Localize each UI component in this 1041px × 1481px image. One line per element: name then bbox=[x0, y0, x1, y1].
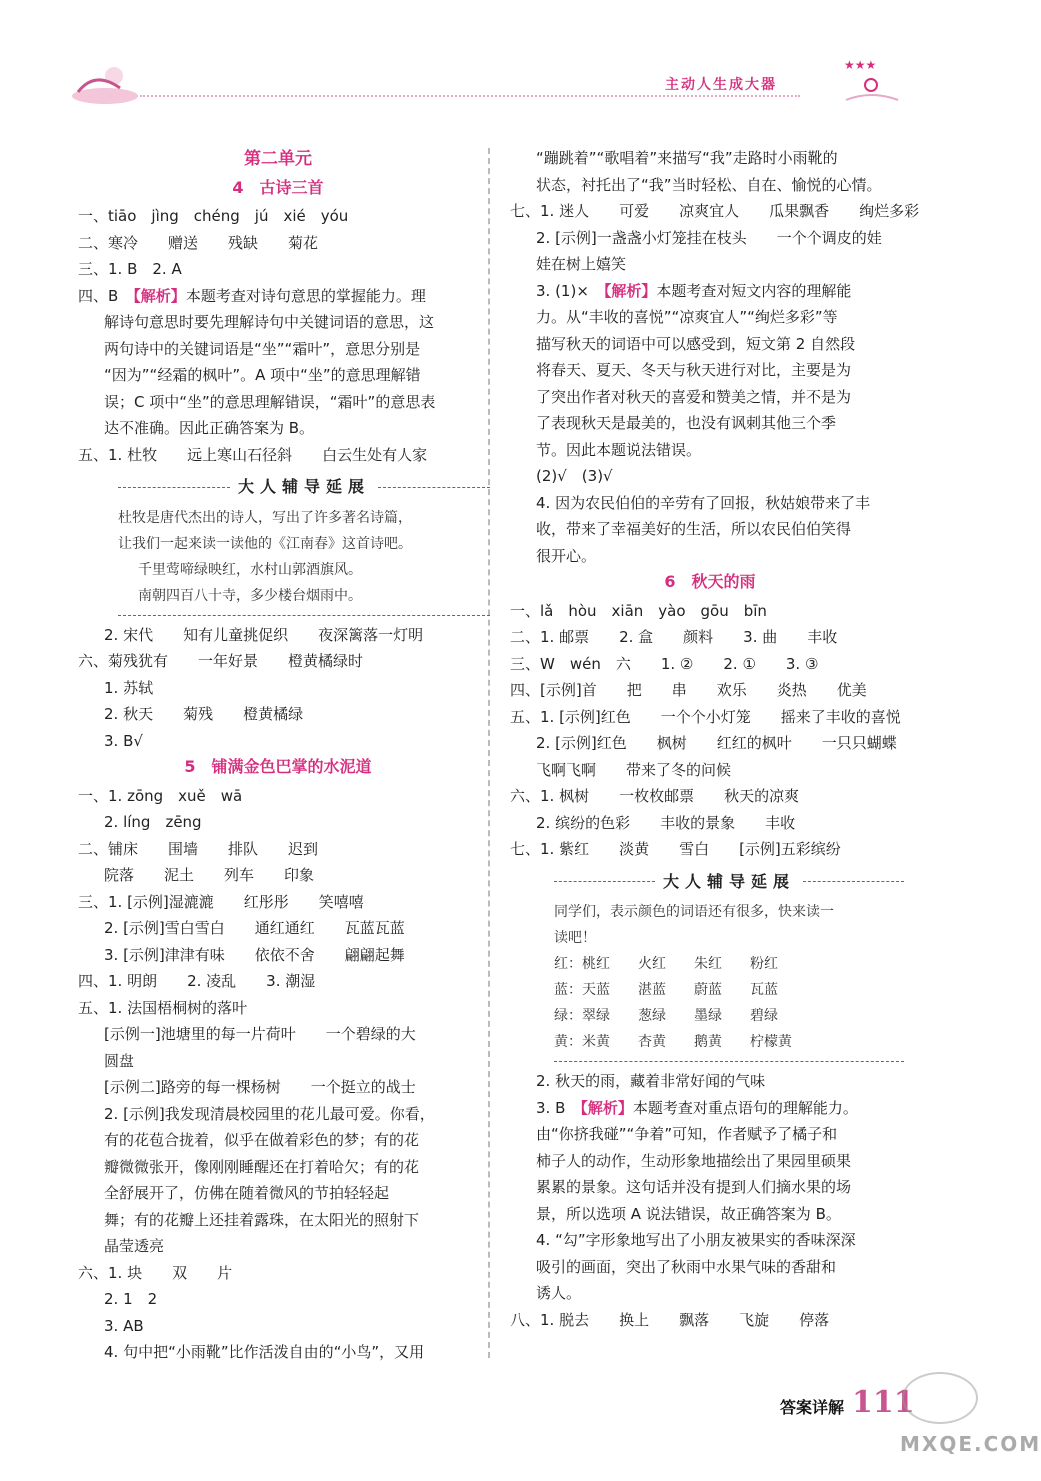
column-divider bbox=[488, 148, 490, 1358]
color-words: 红：桃红 火红 朱红 粉红 bbox=[554, 956, 778, 972]
footer-label: 答案详解 bbox=[780, 1398, 845, 1417]
answer-line: (2)√ (3)√ bbox=[536, 467, 613, 485]
answer-line: 2. líng zēng bbox=[104, 813, 202, 831]
answer-line: 六、1. 枫树 一枚枚邮票 秋天的凉爽 bbox=[510, 787, 800, 805]
box-text: 同学们，表示颜色的词语还有很多，快来读一 bbox=[554, 904, 834, 920]
answer-line: 二、铺床 围墙 排队 迟到 bbox=[78, 839, 319, 858]
watermark-text: MXQE.COM bbox=[900, 1432, 1041, 1456]
answer-line: 景，所以选项 A 说法错误，故正确答案为 B。 bbox=[536, 1204, 841, 1223]
answer-line: 一、lǎ hòu xiān yào gōu bīn bbox=[510, 601, 767, 620]
header-decoration-icon bbox=[70, 62, 140, 106]
page-number: 111 bbox=[852, 1385, 915, 1420]
answer-line: [示例二]路旁的每一棵杨树 一个挺立的战士 bbox=[104, 1078, 416, 1096]
answer-line: 五、1. 法国梧桐树的落叶 bbox=[78, 998, 248, 1017]
answer-line: 误；C 项中“坐”的意思理解错误，“霜叶”的意思表 bbox=[104, 392, 436, 411]
answer-line: 解诗句意思时要先理解诗句中关键词语的意思，这 bbox=[104, 313, 435, 331]
answer-line: “因为”“经霜的枫叶”。A 项中“坐”的意思理解错 bbox=[104, 366, 421, 384]
answer-line: 吸引的画面，突出了秋雨中水果气味的香甜和 bbox=[536, 1257, 837, 1276]
poem-line: 南朝四百八十寺，多少楼台烟雨中。 bbox=[138, 587, 362, 604]
answer-line: 二、寒冷 赠送 残缺 菊花 bbox=[78, 233, 319, 252]
answer-line: 四、1. 明朗 2. 凌乱 3. 潮湿 bbox=[78, 972, 316, 990]
parent-tutoring-box bbox=[554, 869, 904, 1063]
answer-line: 2. 缤纷的色彩 丰收的景象 丰收 bbox=[536, 813, 796, 832]
answer-line: 院落 泥土 列车 印象 bbox=[104, 866, 315, 884]
answer-line: 三、1. [示例]湿漉漉 红彤彤 笑嘻嘻 bbox=[78, 892, 364, 911]
answer-line: 1. 苏轼 bbox=[104, 678, 154, 697]
answer-line: 飞啊飞啊 带来了冬的问候 bbox=[536, 760, 732, 779]
answer-line: 收，带来了幸福美好的生活，所以农民伯伯笑得 bbox=[536, 520, 852, 538]
header-brand: 主动人生成大器 bbox=[665, 77, 777, 93]
lesson-title: 5 铺满金色巴掌的水泥道 bbox=[184, 757, 372, 776]
color-words: 绿：翠绿 葱绿 墨绿 碧绿 bbox=[554, 1008, 778, 1024]
answer-line: 六、1. 块 双 片 bbox=[78, 1263, 233, 1282]
parent-tutoring-box bbox=[118, 474, 490, 616]
answer-line: 达不准确。因此正确答案为 B。 bbox=[104, 419, 315, 437]
answer-line: 4. 因为农民伯伯的辛劳有了回报，秋姑娘带来了丰 bbox=[536, 493, 871, 512]
answer-line: 2. [示例]一盏盏小灯笼挂在枝头 一个个调皮的娃 bbox=[536, 228, 882, 247]
answer-line: 瓣微微张开，像刚刚睡醒还在打着哈欠；有的花 bbox=[104, 1157, 420, 1176]
box-title: 大人辅导延展 bbox=[554, 869, 904, 896]
box-title: 大人辅导延展 bbox=[118, 474, 490, 501]
answer-line: 舞；有的花瓣上还挂着露珠，在太阳光的照射下 bbox=[104, 1210, 420, 1229]
answer-line: 两句诗中的关键词语是“坐”“霜叶”，意思分别是 bbox=[104, 339, 421, 358]
answer-line: 很开心。 bbox=[536, 546, 597, 565]
answer-line: 五、1. 杜牧 远上寒山石径斜 白云生处有人家 bbox=[78, 445, 428, 464]
answer-line: 七、1. 迷人 可爱 凉爽宜人 瓜果飘香 绚烂多彩 bbox=[510, 202, 920, 220]
answer-line: 2. [示例]我发现清晨校园里的花儿最可爱。你看， bbox=[104, 1104, 435, 1123]
color-words: 蓝：天蓝 湛蓝 蔚蓝 瓦蓝 bbox=[554, 982, 778, 998]
answer-line: 2. 秋天的雨，藏着非常好闻的气味 bbox=[536, 1072, 766, 1090]
lesson-title: 4 古诗三首 bbox=[232, 177, 324, 197]
answer-line: 由“你挤我碰”“争着”可知，作者赋予了橘子和 bbox=[536, 1125, 838, 1143]
answer-line: 三、W wén 六 1. ② 2. ① 3. ③ bbox=[510, 654, 819, 673]
answer-line: 状态，衬托出了“我”当时轻松、自在、愉悦的心情。 bbox=[536, 175, 882, 194]
answer-line: 全舒展开了，仿佛在随着微风的节拍轻轻起 bbox=[104, 1184, 390, 1202]
answer-line: 有的花苞合拢着，似乎在做着彩色的梦；有的花 bbox=[104, 1131, 420, 1149]
answer-line: 二、1. 邮票 2. 盒 颜料 3. 曲 丰收 bbox=[510, 628, 838, 646]
answer-line: 节。因此本题说法错误。 bbox=[536, 440, 702, 459]
answer-line: 五、1. [示例]红色 一个个小灯笼 摇来了丰收的喜悦 bbox=[510, 707, 901, 726]
answer-line: 2. 秋天 菊残 橙黄橘绿 bbox=[104, 705, 304, 723]
header-stars-icon bbox=[836, 55, 906, 110]
answer-line: 了突出作者对秋天的喜爱和赞美之情，并不是为 bbox=[536, 387, 852, 406]
answer-line: 将春天、夏天、冬天与秋天进行对比，主要是为 bbox=[536, 361, 852, 379]
header-dotted-rule bbox=[140, 95, 800, 97]
answer-line: 3. [示例]津津有味 依依不舍 翩翩起舞 bbox=[104, 945, 405, 964]
answer-line: 诱人。 bbox=[536, 1284, 582, 1302]
answer-line: 圆盘 bbox=[104, 1051, 135, 1070]
answer-line: 三、1. B 2. A bbox=[78, 260, 182, 278]
right-column bbox=[510, 145, 920, 1333]
box-text: 读吧！ bbox=[554, 930, 596, 946]
answer-line: 3. (1)× 【解析】本题考查对短文内容的理解能 bbox=[536, 281, 852, 300]
left-column bbox=[78, 145, 478, 1366]
answer-line: 4. 句中把“小雨靴”比作活泼自由的“小鸟”，又用 bbox=[104, 1343, 425, 1361]
answer-line: 4. “勾”字形象地写出了小朋友被果实的香味深深 bbox=[536, 1231, 856, 1249]
analysis-tag: 【解析】 bbox=[133, 286, 186, 305]
lesson-title: 6 秋天的雨 bbox=[664, 572, 756, 591]
analysis-tag: 【解析】 bbox=[580, 1098, 633, 1117]
answer-line: 力。从“丰收的喜悦”“凉爽宜人”“绚烂多彩”等 bbox=[536, 308, 838, 326]
box-text: 杜牧是唐代杰出的诗人，写出了许多著名诗篇， bbox=[118, 509, 412, 526]
answer-line: 2. [示例]雪白雪白 通红通红 瓦蓝瓦蓝 bbox=[104, 919, 405, 937]
answer-line: 晶莹透亮 bbox=[104, 1237, 165, 1255]
answer-line: 娃在树上嬉笑 bbox=[536, 255, 627, 273]
answer-line: 一、1. zōng xuě wā bbox=[78, 786, 243, 805]
svg-text:★★★: ★★★ bbox=[844, 58, 877, 72]
answer-line: 四、[示例]首 把 串 欢乐 炎热 优美 bbox=[510, 681, 867, 699]
answer-line: 一、tiāo jìng chéng jú xié yóu bbox=[78, 207, 349, 225]
answer-line: 描写秋天的词语中可以感受到，短文第 2 自然段 bbox=[536, 334, 856, 353]
answer-line: 累累的景象。这句话并没有提到人们摘水果的场 bbox=[536, 1178, 852, 1196]
poem-line: 千里莺啼绿映红，水村山郭酒旗风。 bbox=[138, 561, 362, 578]
watermark-stamp-icon bbox=[902, 1372, 978, 1424]
answer-line: 四、B 【解析】本题考查对诗句意思的掌握能力。理 bbox=[78, 286, 426, 305]
answer-line: [示例一]池塘里的每一片荷叶 一个碧绿的大 bbox=[104, 1025, 416, 1043]
unit-title: 第二单元 bbox=[244, 149, 312, 169]
box-text: 让我们一起来读一读他的《江南春》这首诗吧。 bbox=[118, 535, 412, 552]
answer-line: 了表现秋天是最美的，也没有讽刺其他三个季 bbox=[536, 414, 837, 432]
answer-line: 3. AB bbox=[104, 1316, 144, 1335]
answer-line: 2. [示例]红色 枫树 红红的枫叶 一只只蝴蝶 bbox=[536, 734, 897, 752]
analysis-tag: 【解析】 bbox=[603, 281, 657, 300]
answer-line: “蹦跳着”“歌唱着”来描写“我”走路时小雨靴的 bbox=[536, 149, 838, 167]
answer-line: 六、菊残犹有 一年好景 橙黄橘绿时 bbox=[78, 652, 364, 670]
answer-line: 3. B√ bbox=[104, 731, 143, 750]
answer-line: 2. 1 2 bbox=[104, 1290, 158, 1308]
color-words: 黄：米黄 杏黄 鹅黄 柠檬黄 bbox=[554, 1034, 792, 1050]
answer-line: 3. B 【解析】本题考查对重点语句的理解能力。 bbox=[536, 1098, 858, 1117]
answer-line: 柿子人的动作，生动形象地描绘出了果园里硕果 bbox=[536, 1151, 852, 1170]
answer-line: 八、1. 脱去 换上 飘落 飞旋 停落 bbox=[510, 1310, 830, 1329]
answer-line: 七、1. 紫红 淡黄 雪白 [示例]五彩缤纷 bbox=[510, 840, 841, 858]
answer-line: 2. 宋代 知有儿童挑促织 夜深篱落一灯明 bbox=[104, 625, 424, 644]
